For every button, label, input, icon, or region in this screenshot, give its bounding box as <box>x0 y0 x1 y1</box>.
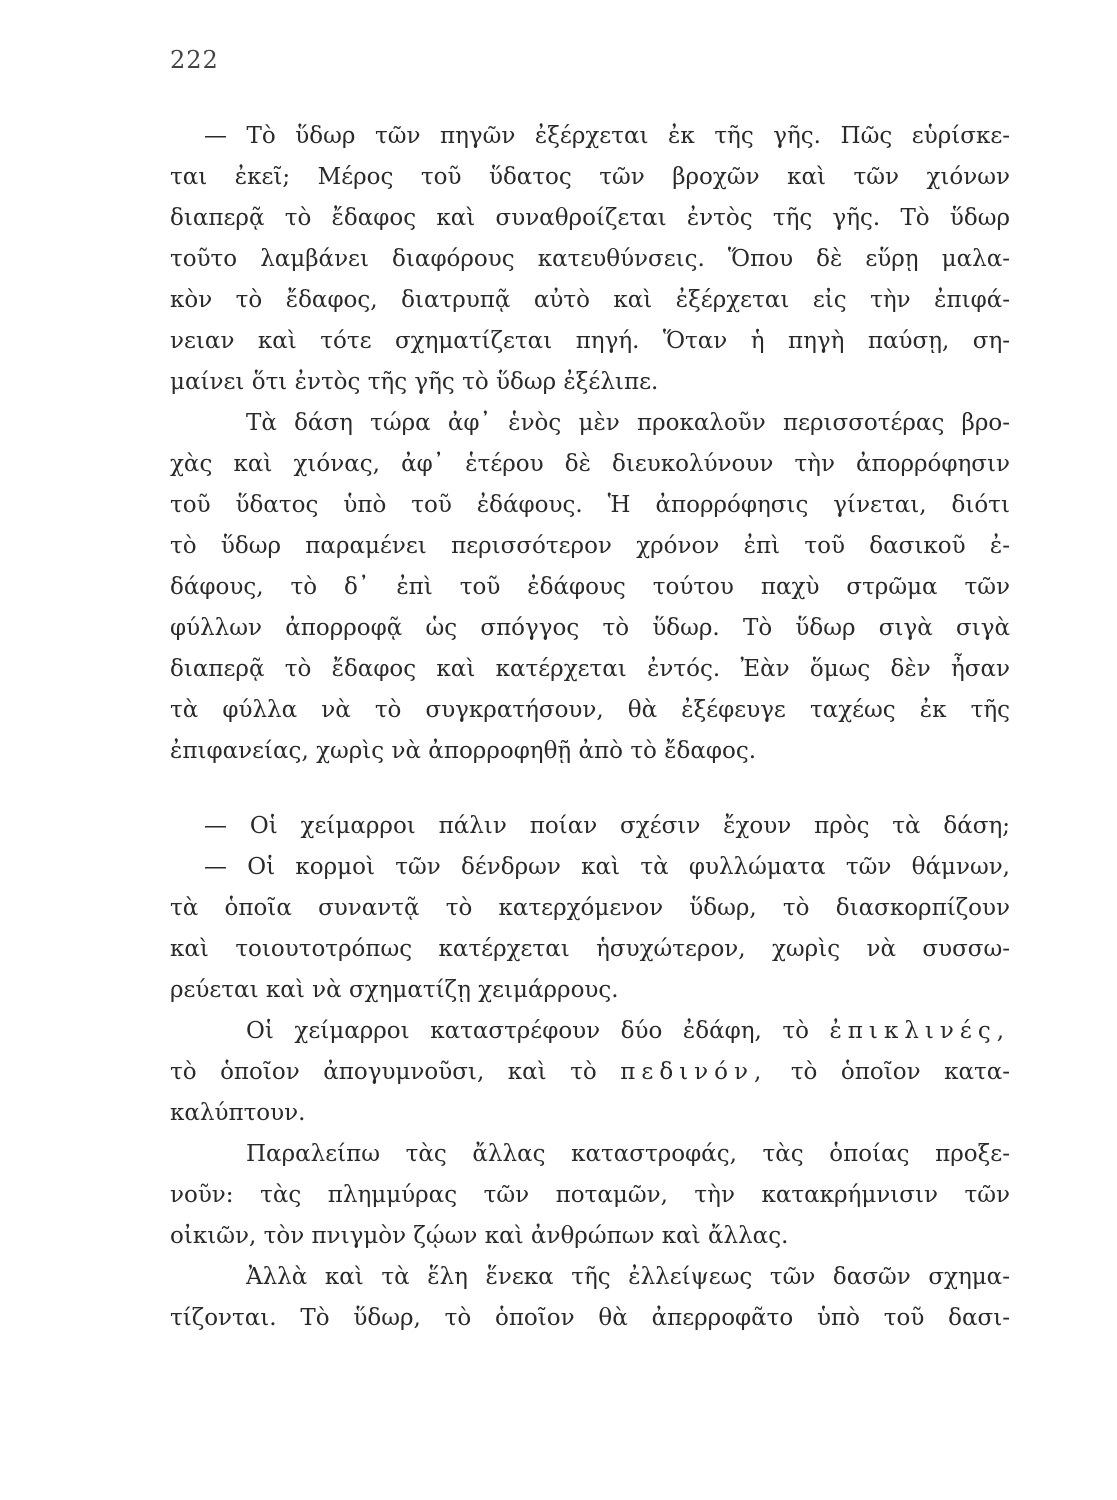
text-line: Τὰ δάση τώρα ἀφ᾽ ἑνὸς μὲν προκαλοῦν περισσοτέρας βρο- <box>246 410 1010 436</box>
paragraph-torrents <box>170 806 1010 1339</box>
text-line: καλύπτουν. <box>170 1100 306 1126</box>
text-line: Παραλείπω τὰς ἄλλας καταστροφάς, τὰς ὁποίας προξε- <box>246 1141 1010 1167</box>
text-line: φύλλων ἀπορροφᾷ ὡς σπόγγος τὸ ὕδωρ. Τὸ ὕδωρ σιγὰ σιγὰ <box>170 615 1010 641</box>
text-line: τοῦ ὕδατος ὑπὸ τοῦ ἐδάφους. Ἡ ἀπορρόφησις γίνεται, διότι <box>170 492 1010 518</box>
text-line: ἐπιφανείας, χωρὶς νὰ ἀπορροφηθῇ ἀπὸ τὸ ἔδαφος. <box>170 738 757 764</box>
text-line: νοῦν: τὰς πλημμύρας τῶν ποταμῶν, τὴν κατακρήμνισιν τῶν <box>170 1182 1010 1208</box>
text-line: νειαν καὶ τότε σχηματίζεται πηγή. Ὅταν ἡ πηγὴ παύσῃ, ση- <box>170 328 1010 354</box>
text-line <box>170 1011 1010 1052</box>
text-fragment: τὸ ὁποῖον κατα- <box>790 1059 1011 1085</box>
text-line: τὰ ὁποῖα συναντᾷ τὸ κατερχόμενον ὕδωρ, τὸ διασκορπίζουν <box>170 895 1010 921</box>
text-line: ται ἐκεῖ; Μέρος τοῦ ὕδατος τῶν βροχῶν καὶ τῶν χιόνων <box>170 164 1010 190</box>
text-line: ρεύεται καὶ νὰ σχηματίζῃ χειμάρρους. <box>170 977 619 1003</box>
text-line: — Τὸ ὕδωρ τῶν πηγῶν ἐξέρχεται ἐκ τῆς γῆς. Πῶς εὑρίσκε- <box>204 123 1010 149</box>
text-line <box>170 1052 1010 1093</box>
emphasis-flat: πεδινόν, <box>620 1059 768 1085</box>
paragraph-springs <box>170 116 1010 772</box>
page-number: 222 <box>170 46 219 74</box>
question-line: — Οἱ χείμαρροι πάλιν ποίαν σχέσιν ἔχουν πρὸς τὰ δάση; <box>204 813 1010 839</box>
text-line: τὸ ὕδωρ παραμένει περισσότερον χρόνον ἐπὶ τοῦ δασικοῦ ἐ- <box>170 533 1010 559</box>
text-line: διαπερᾷ τὸ ἔδαφος καὶ συναθροίζεται ἐντὸς τῆς γῆς. Τὸ ὕδωρ <box>170 205 1010 231</box>
text-line: οἰκιῶν, τὸν πνιγμὸν ζῴων καὶ ἀνθρώπων καὶ ἄλλας. <box>170 1223 789 1249</box>
text-line: τίζονται. Τὸ ὕδωρ, τὸ ὁποῖον θὰ ἀπερροφᾶτο ὑπὸ τοῦ δασι- <box>170 1305 1010 1331</box>
text-fragment: Οἱ χείμαρροι καταστρέφουν δύο ἐδάφη, τὸ <box>246 1018 809 1044</box>
text-line: χὰς καὶ χιόνας, ἀφ᾽ ἑτέρου δὲ διευκολύνουν τὴν ἀπορρόφησιν <box>170 451 1010 477</box>
text-line: καὶ τοιουτοτρόπως κατέρχεται ἡσυχώτερον, χωρὶς νὰ συσσω- <box>170 936 1010 962</box>
text-line: — Οἱ κορμοὶ τῶν δένδρων καὶ τὰ φυλλώματα τῶν θάμνων, <box>204 854 1010 880</box>
text-fragment: τὸ ὁποῖον ἀπογυμνοῦσι, καὶ τὸ <box>170 1059 597 1085</box>
text-line: Ἀλλὰ καὶ τὰ ἕλη ἕνεκα τῆς ἐλλείψεως τῶν δασῶν σχημα- <box>246 1264 1010 1290</box>
emphasis-sloped: ἐπικλινές, <box>829 1018 1011 1044</box>
text-line: κὸν τὸ ἔδαφος, διατρυπᾷ αὐτὸ καὶ ἐξέρχεται εἰς τὴν ἐπιφά- <box>170 287 1010 313</box>
text-line: μαίνει ὅτι ἐντὸς τῆς γῆς τὸ ὕδωρ ἐξέλιπε. <box>170 369 659 395</box>
text-line: δάφους, τὸ δ᾽ ἐπὶ τοῦ ἐδάφους τούτου παχὺ στρῶμα τῶν <box>170 574 1010 600</box>
text-line: τοῦτο λαμβάνει διαφόρους κατευθύνσεις. Ὅπου δὲ εὕρῃ μαλα- <box>170 246 1010 272</box>
text-line: τὰ φύλλα νὰ τὸ συγκρατήσουν, θὰ ἐξέφευγε ταχέως ἐκ τῆς <box>170 697 1010 723</box>
text-line: διαπερᾷ τὸ ἔδαφος καὶ κατέρχεται ἐντός. Ἐὰν ὅμως δὲν ἦσαν <box>170 656 1010 682</box>
